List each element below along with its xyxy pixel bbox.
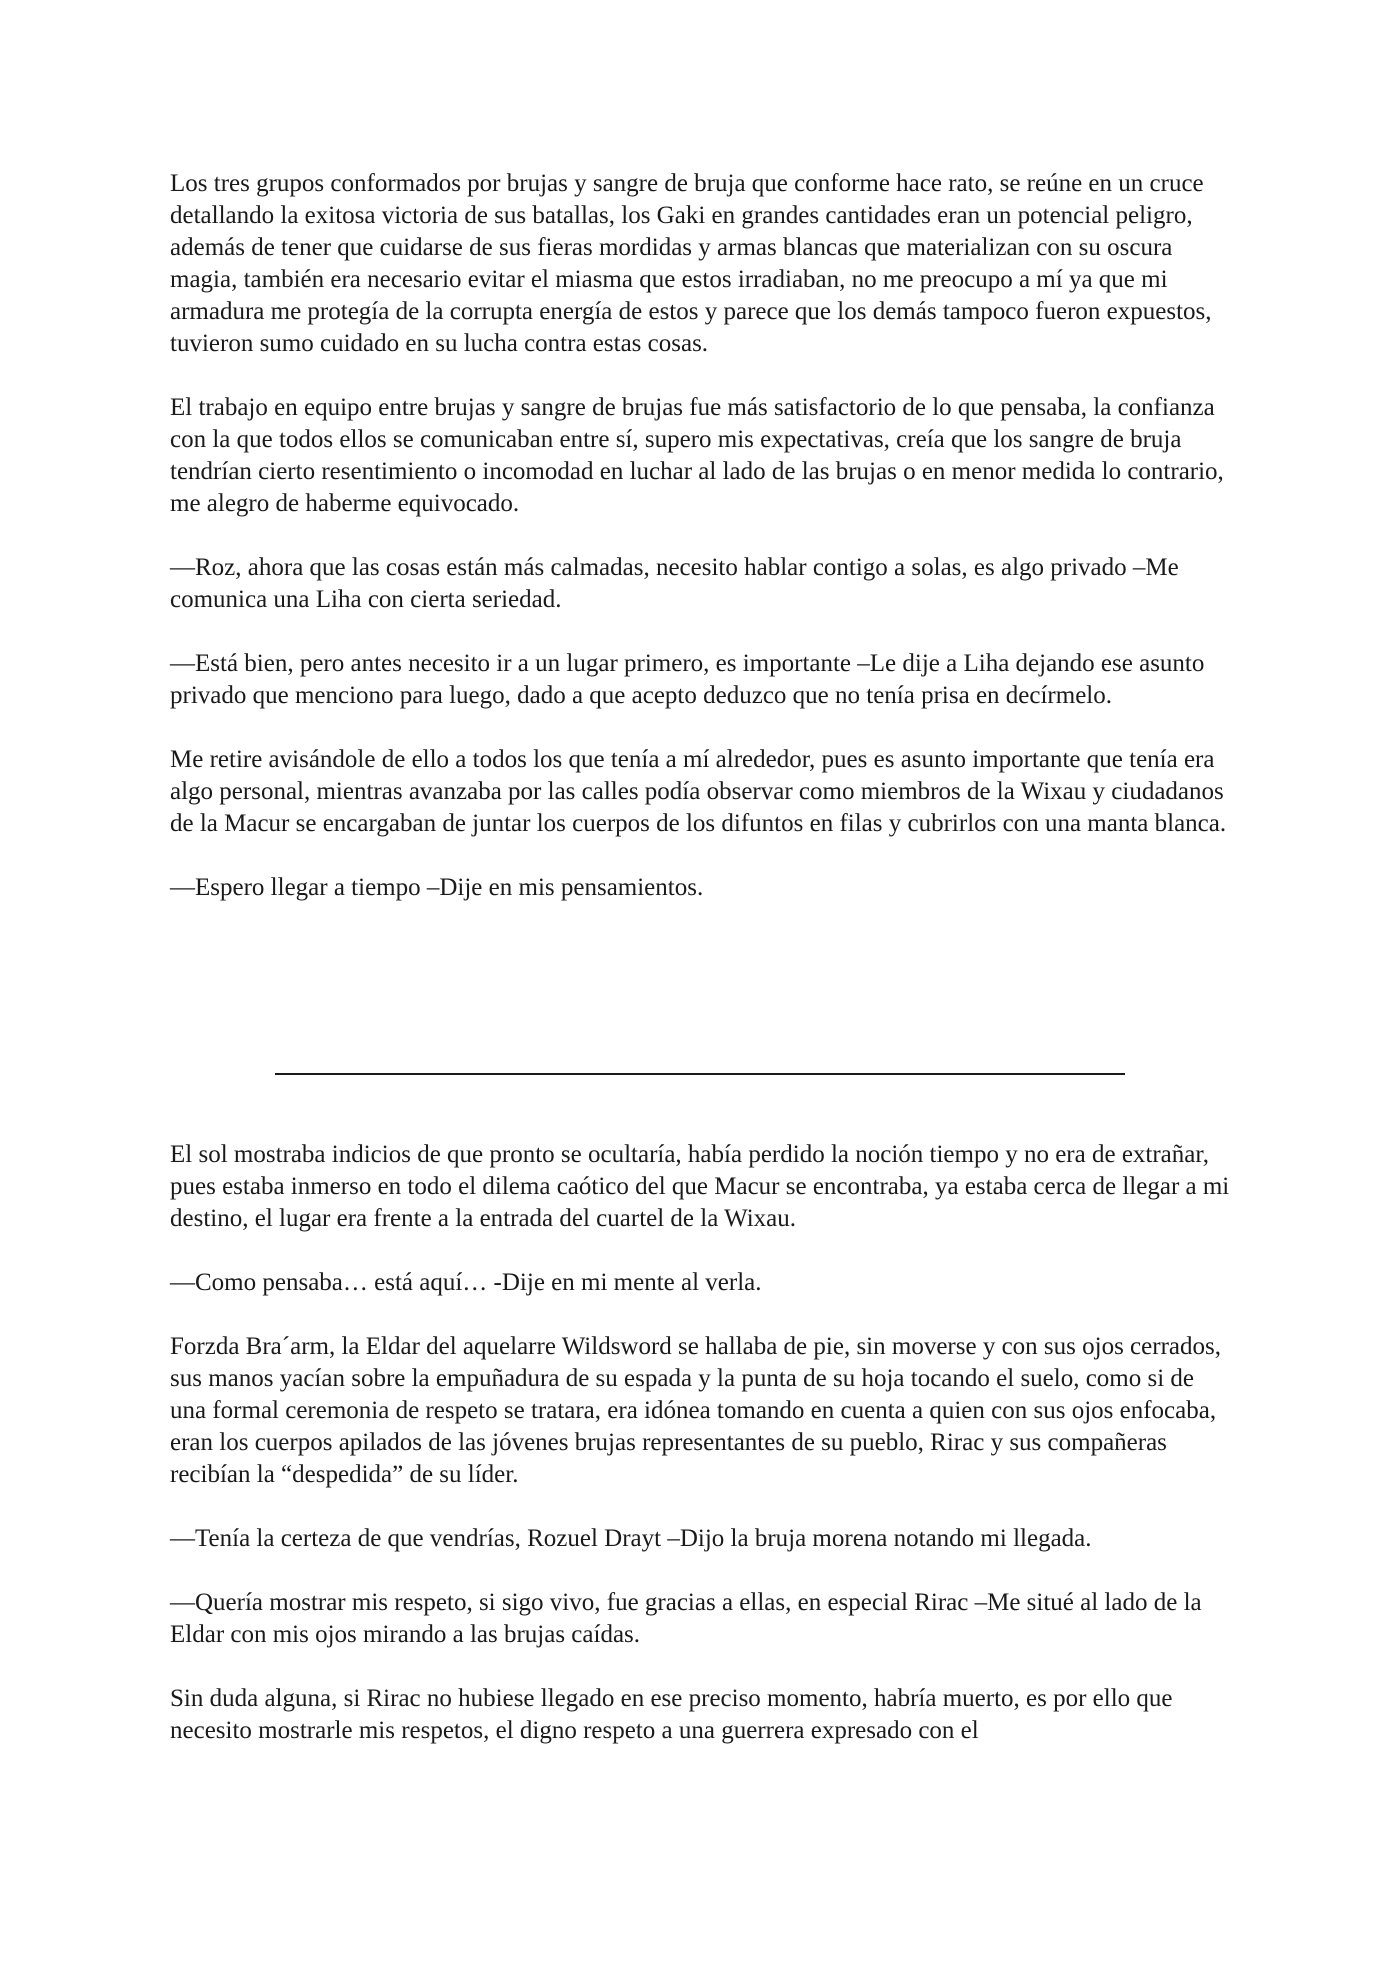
section-before-break <box>170 168 1234 904</box>
section-after-break <box>170 1139 1234 1747</box>
dialogue-paragraph: —Espero llegar a tiempo –Dije en mis pensamientos. <box>170 874 704 901</box>
paragraph: Me retire avisándole de ello a todos los que tenía a mí alrededor, pues es asunto importante que tenía era algo personal, mientras avanzaba por las calles podía observar como miembros de la Wixau y ciudadanos de la Macur se encargaban de juntar los cuerpos de los difuntos en filas y cubrirlos con una manta blanca. <box>170 746 1227 837</box>
dialogue-paragraph: —Como pensaba… está aquí… -Dije en mi mente al verla. <box>170 1269 762 1296</box>
dialogue-paragraph: —Roz, ahora que las cosas están más calmadas, necesito hablar contigo a solas, es algo privado –Me comunica una Liha con cierta seriedad. <box>170 554 1179 613</box>
dialogue-paragraph: —Tenía la certeza de que vendrías, Rozuel Drayt –Dijo la bruja morena notando mi llegada. <box>170 1525 1092 1552</box>
dialogue-paragraph: —Quería mostrar mis respeto, si sigo vivo, fue gracias a ellas, en especial Rirac –Me situé al lado de la Eldar con mis ojos mirando a las brujas caídas. <box>170 1589 1202 1648</box>
paragraph: Forzda Bra´arm, la Eldar del aquelarre Wildsword se hallaba de pie, sin moverse y con sus ojos cerrados, sus manos yacían sobre la empuñadura de su espada y la punta de su hoja tocando el suelo, como si de una formal ceremonia de respeto se tratara, era idónea tomando en cuenta a quien con sus ojos enfocaba, eran los cuerpos apilados de las jóvenes brujas representantes de su pueblo, Rirac y sus compañeras recibían la “despedida” de su líder. <box>170 1333 1221 1488</box>
paragraph: Sin duda alguna, si Rirac no hubiese llegado en ese preciso momento, habría muerto, es por ello que necesito mostrarle mis respetos, el digno respeto a una guerrera expresado con el <box>170 1685 1173 1744</box>
scene-break-divider <box>275 1073 1125 1075</box>
paragraph: El sol mostraba indicios de que pronto se ocultaría, había perdido la noción tiempo y no era de extrañar, pues estaba inmerso en todo el dilema caótico del que Macur se encontraba, ya estaba cerca de llegar a mi destino, el lugar era frente a la entrada del cuartel de la Wixau. <box>170 1141 1230 1232</box>
paragraph: Los tres grupos conformados por brujas y sangre de bruja que conforme hace rato, se reúne en un cruce detallando la exitosa victoria de sus batallas, los Gaki en grandes cantidades eran un potencial peligro, además de tener que cuidarse de sus fieras mordidas y armas blancas que materializan con su oscura magia, también era necesario evitar el miasma que estos irradiaban, no me preocupo a mí ya que mi armadura me protegía de la corrupta energía de estos y parece que los demás tampoco fueron expuestos, tuvieron sumo cuidado en su lucha contra estas cosas. <box>170 170 1212 357</box>
paragraph: El trabajo en equipo entre brujas y sangre de brujas fue más satisfactorio de lo que pensaba, la confianza con la que todos ellos se comunicaban entre sí, supero mis expectativas, creía que los sangre de bruja tendrían cierto resentimiento o incomodad en luchar al lado de las brujas o en menor medida lo contrario, me alegro de haberme equivocado. <box>170 394 1224 517</box>
dialogue-paragraph: —Está bien, pero antes necesito ir a un lugar primero, es importante –Le dije a Liha dejando ese asunto privado que menciono para luego, dado a que acepto deduzco que no tenía prisa en decírmelo. <box>170 650 1205 709</box>
